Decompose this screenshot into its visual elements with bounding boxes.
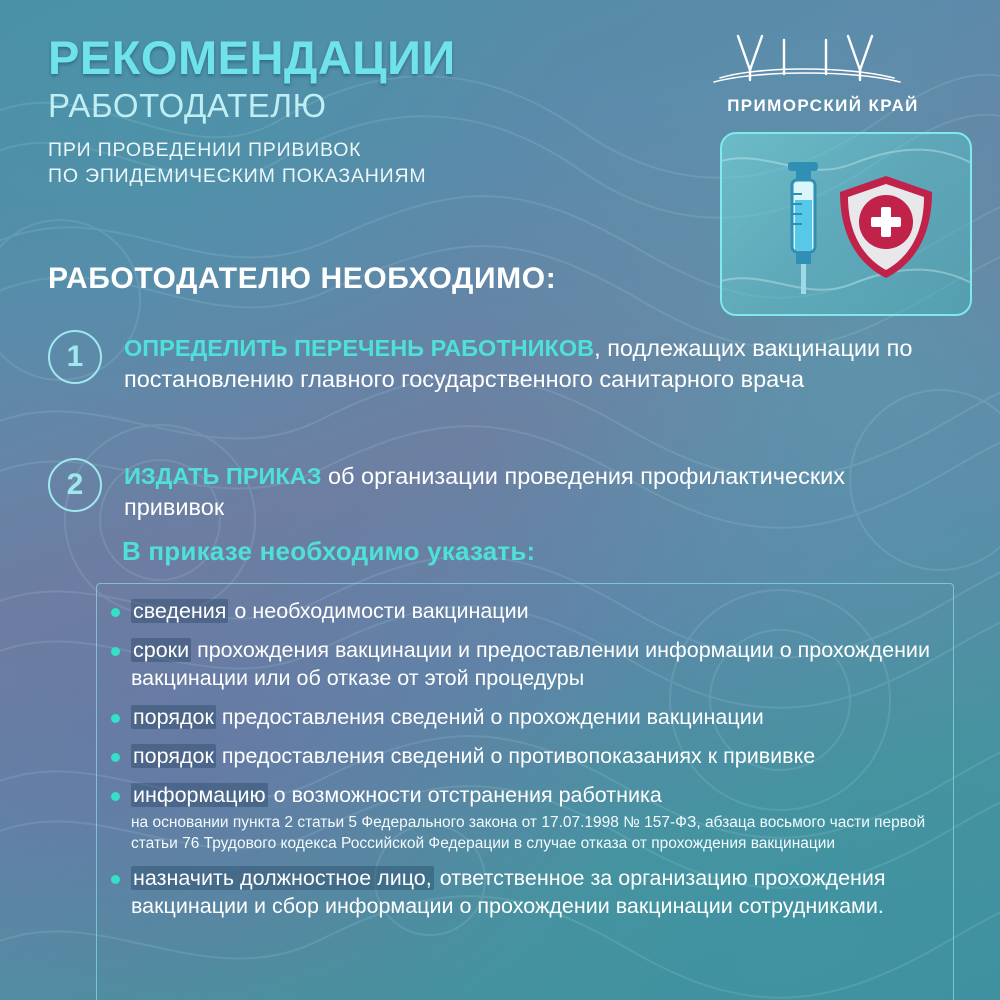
bullet-mark: порядок [133,743,214,768]
bullet-rest: предоставления сведений о противопоказаниях к прививке [215,743,816,768]
primorsky-krai-logo-icon [698,30,948,92]
item-rest: об организации проведения профилактических прививок [124,463,846,521]
bullet-mark: назначить должностное лицо, [133,866,432,891]
bullet-rest: о необходимости вакцинации [228,599,529,623]
item-highlight: ОПРЕДЕЛИТЬ ПЕРЕЧЕНЬ РАБОТНИКОВ [124,335,595,361]
page-title [48,31,688,190]
logo-text: ПРИМОРСКИЙ КРАЙ [727,96,919,115]
list-item [111,598,937,626]
order-requirements-panel [96,583,954,1000]
bullet-fineprint: на основании пункта 2 статьи 5 Федерального закона от 17.07.1998 № 157-ФЗ, абзаца восьмого части первой статьи 76 Трудового кодекса Российской Федерации в случае отказа от прохождения вакцинации [131,813,926,852]
order-subtitle: В приказе необходимо указать: [122,536,536,566]
bullet-rest: ответственное за организацию прохождения вакцинации и сбор информации о прохождении вакцинации сотрудниками. [131,866,886,919]
item-text [124,330,938,396]
bullet-mark: порядок [133,704,214,729]
vaccination-illustration [720,132,972,316]
list-item [48,458,938,524]
item-number-badge: 1 [48,330,102,384]
bullet-mark: сведения [133,599,227,623]
title-small-line1: ПРИ ПРОВЕДЕНИИ ПРИВИВОК [48,138,362,161]
bullet-rest: о возможности отстранения работника [267,782,662,807]
title-small-line2: ПО ЭПИДЕМИЧЕСКИМ ПОКАЗАНИЯМ [48,165,427,188]
bullet-mark: информацию [133,782,266,807]
list-item [48,330,938,396]
list-item [111,782,937,855]
list-item [111,637,937,693]
item-highlight: ИЗДАТЬ ПРИКАЗ [124,463,322,489]
list-item [111,865,937,921]
logo-block [698,30,948,116]
item-rest: , подлежащих вакцинации по постановлению главного государственного санитарного врача [124,335,913,393]
title-main: РЕКОМЕНДАЦИИ [48,31,456,84]
item-number-badge: 2 [48,458,102,512]
bullet-mark: сроки [133,637,190,662]
bullet-rest: предоставления сведений о прохождении вакцинации [215,704,764,729]
list-item [111,704,937,732]
bullet-rest: прохождения вакцинации и предоставлении информации о прохождении вакцинации или об отказе от этой процедуры [131,637,930,690]
title-sub: РАБОТОДАТЕЛЮ [48,87,327,124]
item-text [124,458,938,524]
title-small [48,137,688,190]
section-heading: РАБОТОДАТЕЛЮ НЕОБХОДИМО: [48,262,557,295]
list-item [111,743,937,771]
